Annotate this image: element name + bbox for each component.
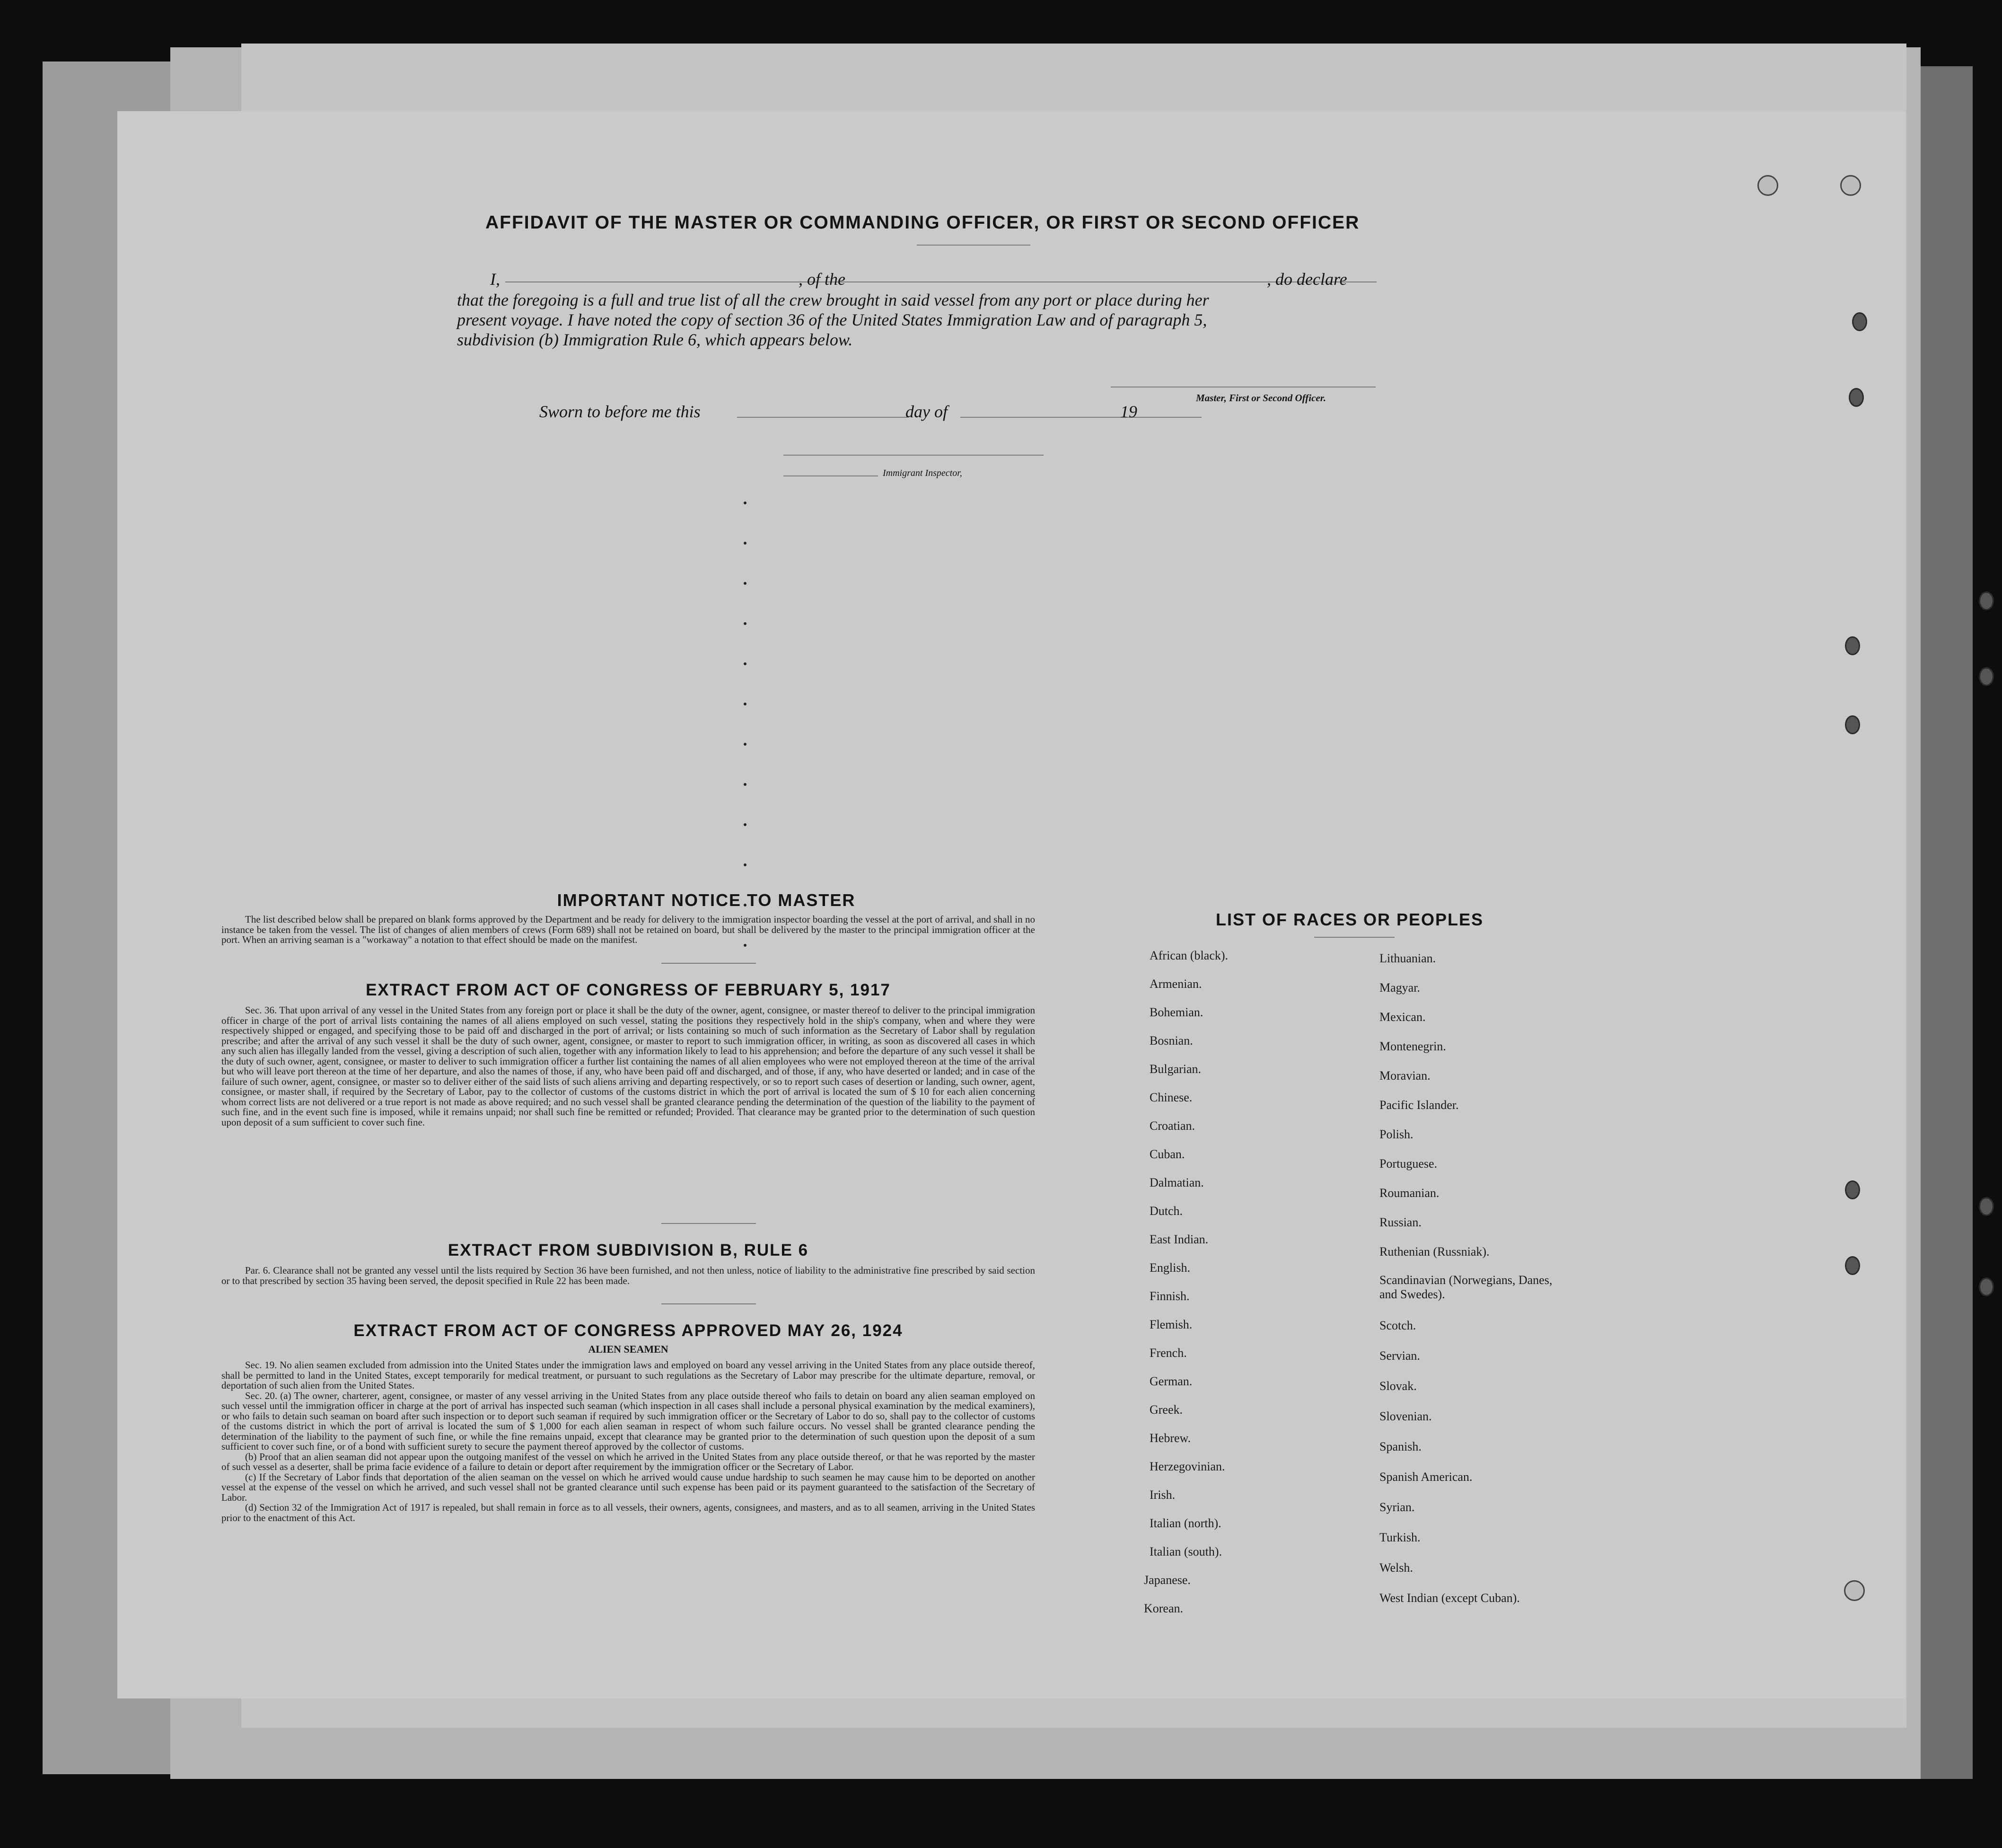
race-left-item: Greek.	[1150, 1403, 1183, 1417]
race-right-item: Russian.	[1379, 1215, 1422, 1229]
column-dot	[744, 582, 746, 585]
race-left-item: Armenian.	[1150, 977, 1202, 991]
document-page	[117, 111, 1905, 1698]
race-right-item: Welsh.	[1379, 1561, 1413, 1575]
binder-strip	[1921, 66, 1973, 1779]
race-left-item: Finnish.	[1150, 1289, 1190, 1303]
column-dot	[744, 863, 746, 866]
race-left-item: Italian (north).	[1150, 1516, 1221, 1530]
binder-ring	[1979, 1277, 1994, 1296]
races-title: LIST OF RACES OR PEOPLES	[1216, 910, 1484, 929]
race-right-item: Montenegrin.	[1379, 1039, 1446, 1053]
race-left-item: German.	[1150, 1374, 1193, 1388]
binder-ring	[1852, 312, 1867, 331]
column-dot	[744, 502, 746, 504]
punch-hole	[1844, 1580, 1865, 1601]
binder-ring	[1845, 636, 1860, 655]
race-right-item: Slovak.	[1379, 1379, 1417, 1393]
race-left-item: Cuban.	[1150, 1147, 1185, 1161]
race-right-item: Slovenian.	[1379, 1409, 1432, 1423]
notice-paragraph: The list described below shall be prepared on blank forms approved by the Department and be ready for delivery to the immigration inspector boarding the vessel at the port of arrival, and shall in no instance be taken from the vessel. The list of changes of alien members of crews (Form 689) shall not be retained on board, but shall be delivered by the master to the principal immigration officer at the port. When an arriving seaman is a "workaway" a notation to that effect should be made on the manifest.	[221, 914, 1035, 945]
binder-ring	[1845, 1256, 1860, 1275]
alien-seamen-subtitle: ALIEN SEAMEN	[588, 1343, 668, 1355]
binder-ring	[1979, 1197, 1994, 1216]
binder-ring	[1979, 591, 1994, 610]
day-blank	[737, 417, 907, 418]
race-right-item: Polish.	[1379, 1127, 1414, 1141]
race-left-item: Chinese.	[1150, 1091, 1193, 1104]
binder-ring	[1849, 388, 1864, 407]
race-left-item: Flemish.	[1150, 1318, 1193, 1331]
inspector-signature-line	[783, 455, 1044, 456]
section-rule	[661, 1223, 756, 1224]
race-left-item: Bosnian.	[1150, 1034, 1193, 1047]
extract-1917-title: EXTRACT FROM ACT OF CONGRESS OF FEBRUARY 5, 1917	[366, 981, 891, 999]
sec-20b-paragraph: (b) Proof that an alien seaman did not appear upon the outgoing manifest of the vessel on which he arrived in the United States from any place outside thereof, or that he was reported by the master of such vessel as a deserter, shall be prima facie evidence of a failure to detain or deport after requirement by the immigration officer or the Secretary of Labor.	[221, 1451, 1035, 1472]
race-right-item: Scotch.	[1379, 1319, 1416, 1332]
binder-ring	[1845, 1180, 1860, 1199]
race-right-item: Roumanian.	[1379, 1186, 1440, 1200]
race-left-item: Croatian.	[1150, 1119, 1195, 1133]
affidavit-i: I,	[490, 270, 500, 289]
race-left-item: English.	[1150, 1261, 1190, 1275]
column-dot	[744, 703, 746, 705]
affidavit-title: AFFIDAVIT OF THE MASTER OR COMMANDING OFFICER, OR FIRST OR SECOND OFFICER	[485, 212, 1360, 233]
affidavit-do-declare: , do declare	[1267, 270, 1347, 289]
sworn-text: Sworn to before me this	[539, 402, 701, 421]
race-left-item: Korean.	[1144, 1602, 1184, 1615]
column-dot	[744, 542, 746, 545]
race-left-item: Dalmatian.	[1150, 1176, 1204, 1189]
punch-hole	[1757, 175, 1778, 196]
month-blank	[960, 417, 1202, 418]
race-right-item: Spanish.	[1379, 1440, 1422, 1453]
rule-6-text	[221, 1266, 1035, 1286]
race-left-item: Japanese.	[1144, 1573, 1191, 1587]
sec-20c-paragraph: (c) If the Secretary of Labor finds that deportation of the alien seaman on the vessel on which he arrived would cause undue hardship to such seamen he may cause him to be deported on another vessel at the expense of the vessel on which he arrived, and such vessel shall not be granted clearance until such expense has been paid or its payment guaranteed to the satisfaction of the Secretary of Labor.	[221, 1471, 1035, 1503]
race-right-item: Pacific Islander.	[1379, 1098, 1459, 1112]
affidavit-body-line1: that the foregoing is a full and true list of all the crew brought in said vessel from any port or place during her	[457, 290, 1209, 309]
inspector-short-line	[783, 475, 878, 476]
section-36-paragraph: Sec. 36. That upon arrival of any vessel in the United States from any foreign port or place it shall be the duty of the owner, agent, consignee, or master thereof to deliver to the principal immigration officer in charge of the port of arrival lists containing the names of all aliens employed on such vessel, stating the positions they respectively hold in the ship's company, when and where they were respectively shipped or engaged, and specifying those to be paid off and discharged in the port of arrival; or lists containing so much of such information as the Secretary of Labor shall by regulation prescribe; and after the arrival of any such vessel it shall be the duty of such owner, agent, consignee, or master to report to such immigration officer, in writing, as soon as discovered all cases in which any such alien has illegally landed from the vessel, giving a description of such alien, together with any information likely to lead to his apprehension; and before the departure of any such vessel it shall be the duty of such owner, agent, consignee, or master to deliver to such immigration officer a further list containing the names of all alien employees who were not employed thereon at the time of the arrival but who will leave port thereon at the time of her departure, and also the names of those, if any, who have been paid off and discharged, and of those, if any, who have deserted or landed; and in case of the failure of such owner, agent, consignee, or master so to deliver either of the said lists of such aliens arriving and departing respectively, or so to report such cases of desertion or landing, such owner, agent, consignee, or master shall, if required by the Secretary of Labor, pay to the collector of customs of the customs district in which the port of arrival is located the sum of $ 10 for each alien concerning whom correct lists are not delivered or a true report is not made as above required; and no such vessel shall be granted clearance pending the determination of the question of the liability to the payment of such fine, and in the event such fine is imposed, while it remains unpaid; nor shall such fine be remitted or refunded; Provided. That clearance may be granted prior to the determination of such question upon deposit of a sum sufficient to cover such fine.	[221, 1004, 1035, 1128]
section-rule	[661, 963, 756, 964]
column-dot	[744, 783, 746, 786]
column-dot	[744, 662, 746, 665]
race-left-item: East Indian.	[1150, 1232, 1209, 1246]
extract-1924-title: EXTRACT FROM ACT OF CONGRESS APPROVED MAY 26, 1924	[353, 1321, 903, 1340]
punch-hole	[1840, 175, 1861, 196]
race-left-item: Hebrew.	[1150, 1431, 1191, 1445]
year-prefix: 19	[1120, 402, 1137, 421]
par-6-paragraph: Par. 6. Clearance shall not be granted any vessel until the lists required by Section 36 have been furnished, and not then unless, notice of liability to the administrative fine prescribed by said section or to that prescribed by section 35 having been served, the deposit specified in Rule 22 has been made.	[221, 1265, 1035, 1286]
extract-1917-text	[221, 1005, 1035, 1127]
section-rule	[661, 1303, 756, 1304]
race-right-item: Syrian.	[1379, 1500, 1415, 1514]
notice-text	[221, 915, 1035, 945]
race-left-item: Bohemian.	[1150, 1005, 1203, 1019]
race-left-item: African (black).	[1150, 949, 1229, 962]
race-right-item: Lithuanian.	[1379, 951, 1436, 965]
race-right-item: West Indian (except Cuban).	[1379, 1591, 1520, 1605]
race-left-item: Italian (south).	[1150, 1545, 1222, 1558]
race-left-item: Herzegovinian.	[1150, 1460, 1225, 1473]
sec-19-paragraph: Sec. 19. No alien seamen excluded from admission into the United States under the immigration laws and employed on board any vessel arriving in the United States from any place outside thereof, shall be permitted to land in the United States, except temporarily for medical treatment, or pursuant to such regulations as the Secretary of Labor may prescribe for the ultimate departure, removal, or deportation of such alien from the United States.	[221, 1359, 1035, 1391]
title-rule	[917, 245, 1030, 246]
extract-1924-text	[221, 1360, 1035, 1523]
race-right-item: Magyar.	[1379, 981, 1420, 994]
race-right-item: Ruthenian (Russniak).	[1379, 1245, 1490, 1258]
race-right-item: Turkish.	[1379, 1531, 1421, 1544]
sec-20d-paragraph: (d) Section 32 of the Immigration Act of 1917 is repealed, but shall remain in force as to all vessels, their owners, agents, consignees, and masters, and as to all seamen, arriving in the United States prior to the enactment of this Act.	[221, 1502, 1035, 1523]
column-dot	[744, 622, 746, 625]
rule-6-title: EXTRACT FROM SUBDIVISION B, RULE 6	[448, 1241, 809, 1259]
master-caption: Master, First or Second Officer.	[1196, 392, 1326, 404]
affidavit-body-line3: subdivision (b) Immigration Rule 6, which appears below.	[457, 330, 853, 349]
race-left-item: French.	[1150, 1346, 1187, 1360]
day-of-text: day of	[905, 402, 948, 421]
notice-title: IMPORTANT NOTICE TO MASTER	[557, 890, 856, 910]
race-right-item: Mexican.	[1379, 1010, 1426, 1024]
race-right-item: Spanish American.	[1379, 1470, 1473, 1484]
race-right-item: Scandinavian (Norwegians, Danes, and Swedes).	[1379, 1273, 1553, 1301]
column-dot	[744, 823, 746, 826]
inspector-caption: Immigrant Inspector,	[883, 468, 962, 478]
race-right-item: Portuguese.	[1379, 1157, 1438, 1170]
binder-ring	[1845, 715, 1860, 734]
race-right-item: Moravian.	[1379, 1069, 1431, 1082]
race-right-item: Servian.	[1379, 1349, 1420, 1363]
affidavit-of-the: , of the	[799, 270, 845, 289]
sec-20a-paragraph: Sec. 20. (a) The owner, charterer, agent, consignee, or master of any vessel arriving in the United States from any place outside thereof who fails to detain on board any alien seaman employed on such vessel until the immigration officer in charge at the port of arrival has inspected such seaman (which inspection in all cases shall include a personal physical examination by the medical examiners), or who fails to detain such seaman on board after such inspection or to deport such seaman if required by such immigration officer or the Secretary of Labor to do so, shall pay to the collector of customs of the customs district in which the port of arrival is located the sum of $ 1,000 for each alien seaman in respect of whom such failure occurs. No vessel shall be granted clearance pending the determination of the liability to the payment of such fine, or while the fine remains unpaid, except that clearance may be granted prior to the determination of such question upon the deposit of a sum sufficient to cover such fine, or of a bond with sufficient surety to secure the payment thereof approved by the collector of customs.	[221, 1390, 1035, 1452]
affidavit-body-line2: present voyage. I have noted the copy of section 36 of the United States Immigration Law and of paragraph 5,	[457, 310, 1207, 329]
race-left-item: Irish.	[1150, 1488, 1176, 1502]
column-dot	[744, 743, 746, 746]
binder-ring	[1979, 667, 1994, 686]
race-left-item: Dutch.	[1150, 1204, 1183, 1218]
race-left-item: Bulgarian.	[1150, 1062, 1202, 1076]
races-rule	[1314, 937, 1395, 938]
